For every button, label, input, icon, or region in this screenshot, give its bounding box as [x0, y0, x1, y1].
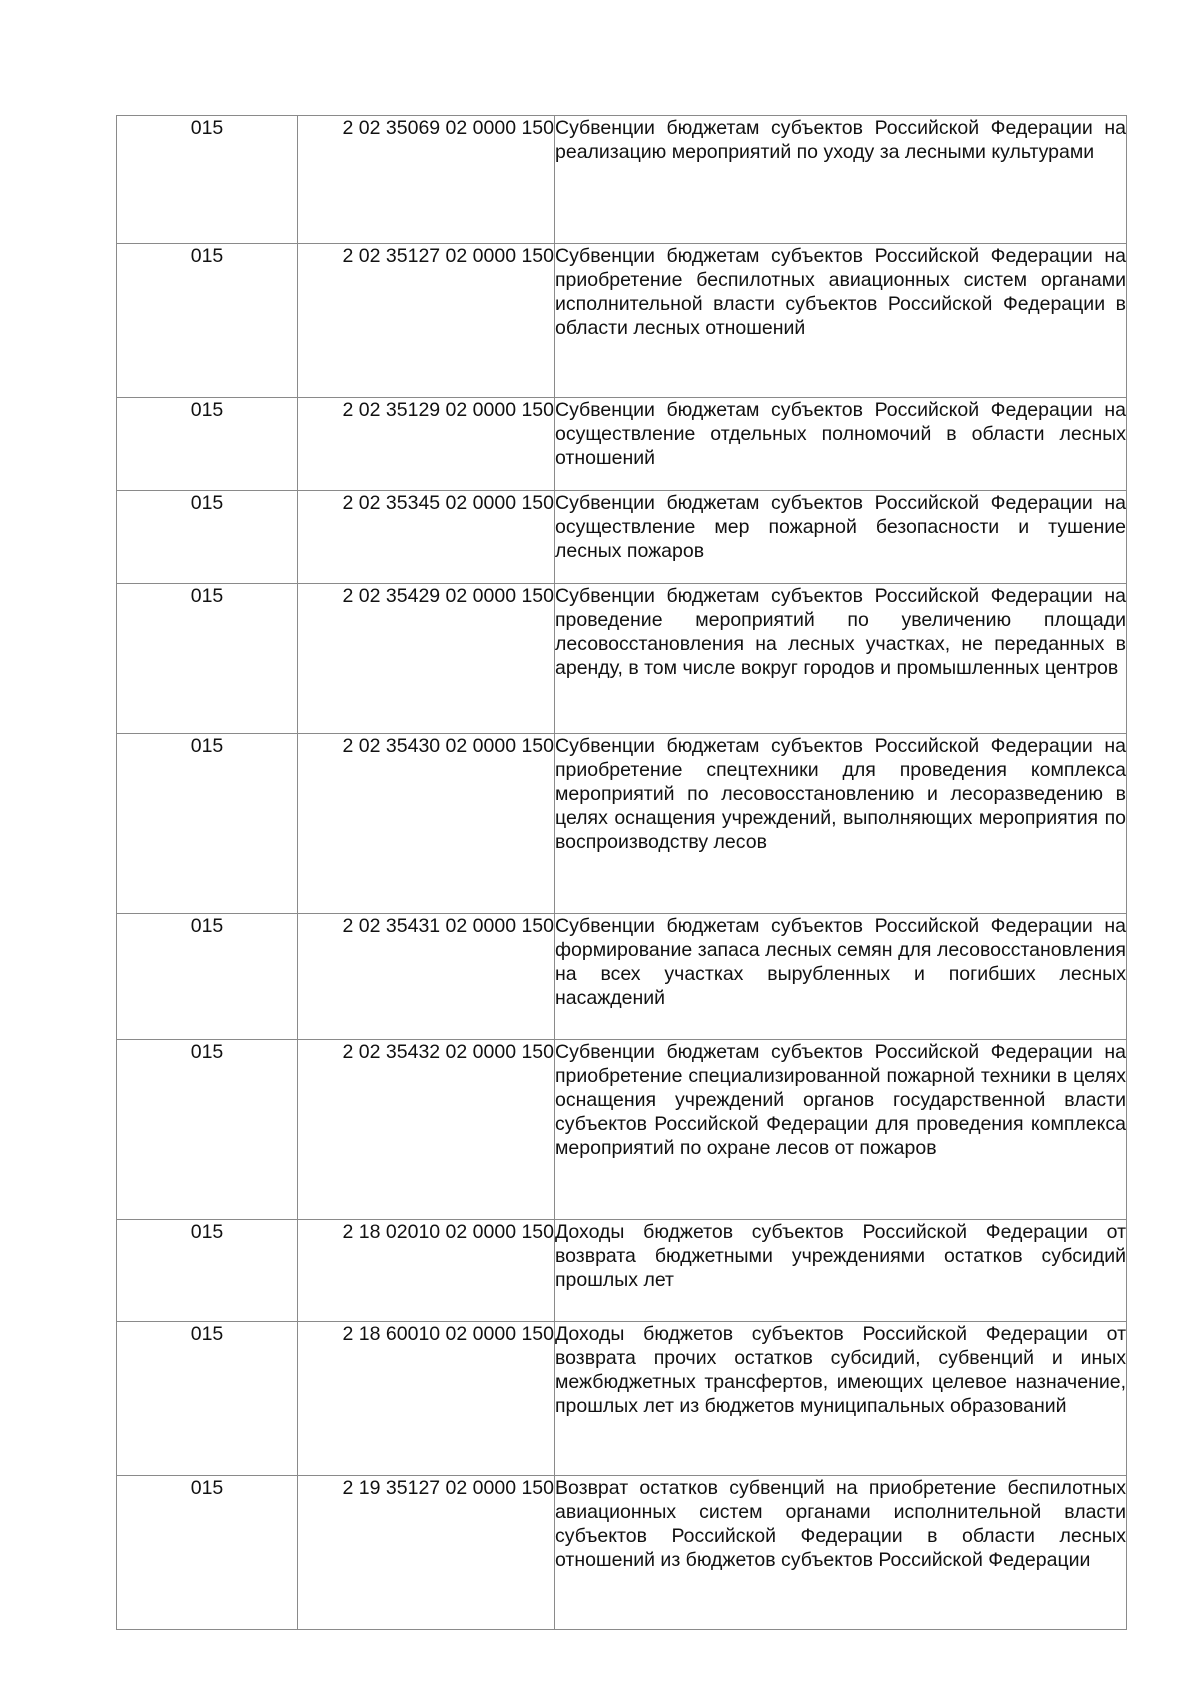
admin-code-cell: 015: [117, 1040, 298, 1220]
table-row: [117, 1322, 1127, 1476]
table-row: [117, 398, 1127, 491]
description-text: Субвенции бюджетам субъектов Российской Федерации на реализацию мероприятий по уходу за лесными культурами: [555, 117, 1126, 163]
description-cell: [555, 244, 1127, 398]
admin-code-cell: 015: [117, 491, 298, 584]
revenue-code-cell: 2 02 35127 02 0000 150: [298, 244, 555, 398]
description-text: Доходы бюджетов субъектов Российской Федерации от возврата прочих остатков субсидий, субвенций и иных межбюджетных трансфертов, имеющих целевое назначение, прошлых лет из бюджетов муниципальных образований: [555, 1323, 1126, 1417]
description-cell: [555, 914, 1127, 1040]
description-cell: [555, 584, 1127, 734]
table-row: [117, 1476, 1127, 1630]
description-cell: [555, 1040, 1127, 1220]
revenue-code-cell: 2 02 35069 02 0000 150: [298, 116, 555, 244]
admin-code-cell: 015: [117, 1220, 298, 1322]
description-text: Субвенции бюджетам субъектов Российской Федерации на приобретение специализированной пожарной техники в целях оснащения учреждений органов государственной власти субъектов Российской Федерации для проведения комплекса мероприятий по охране лесов от пожаров: [555, 1041, 1126, 1159]
table-row: [117, 734, 1127, 914]
description-cell: [555, 1476, 1127, 1630]
description-cell: [555, 1220, 1127, 1322]
table-row: [117, 491, 1127, 584]
revenue-code-cell: 2 02 35345 02 0000 150: [298, 491, 555, 584]
description-text: Доходы бюджетов субъектов Российской Федерации от возврата бюджетными учреждениями остатков субсидий прошлых лет: [555, 1221, 1126, 1291]
revenue-code-cell: 2 02 35129 02 0000 150: [298, 398, 555, 491]
revenue-code-cell: 2 19 35127 02 0000 150: [298, 1476, 555, 1630]
table-row: [117, 244, 1127, 398]
table-row: [117, 1040, 1127, 1220]
revenue-code-cell: 2 18 02010 02 0000 150: [298, 1220, 555, 1322]
admin-code-cell: 015: [117, 734, 298, 914]
description-cell: [555, 491, 1127, 584]
table-row: [117, 914, 1127, 1040]
revenue-code-cell: 2 02 35431 02 0000 150: [298, 914, 555, 1040]
table-row: [117, 584, 1127, 734]
revenue-code-cell: 2 02 35432 02 0000 150: [298, 1040, 555, 1220]
description-text: Субвенции бюджетам субъектов Российской Федерации на приобретение беспилотных авиационных систем органами исполнительной власти субъектов Российской Федерации в области лесных отношений: [555, 245, 1126, 339]
revenue-code-cell: 2 18 60010 02 0000 150: [298, 1322, 555, 1476]
admin-code-cell: 015: [117, 1322, 298, 1476]
description-cell: [555, 398, 1127, 491]
description-text: Субвенции бюджетам субъектов Российской Федерации на осуществление отдельных полномочий в области лесных отношений: [555, 399, 1126, 469]
description-text: Возврат остатков субвенций на приобретение беспилотных авиационных систем органами исполнительной власти субъектов Российской Федерации в области лесных отношений из бюджетов субъектов Российской Федерации: [555, 1477, 1126, 1571]
description-text: Субвенции бюджетам субъектов Российской Федерации на приобретение спецтехники для проведения комплекса мероприятий по лесовосстановлению и лесоразведению в целях оснащения учреждений, выполняющих мероприятия по воспроизводству лесов: [555, 735, 1126, 853]
description-text: Субвенции бюджетам субъектов Российской Федерации на проведение мероприятий по увеличению площади лесовосстановления на лесных участках, не переданных в аренду, в том числе вокруг городов и промышленных центров: [555, 585, 1126, 679]
admin-code-cell: 015: [117, 116, 298, 244]
description-text: Субвенции бюджетам субъектов Российской Федерации на формирование запаса лесных семян для лесовосстановления на всех участках вырубленных и погибших лесных насаждений: [555, 915, 1126, 1009]
description-cell: [555, 1322, 1127, 1476]
admin-code-cell: 015: [117, 1476, 298, 1630]
revenue-code-cell: 2 02 35430 02 0000 150: [298, 734, 555, 914]
description-text: Субвенции бюджетам субъектов Российской Федерации на осуществление мер пожарной безопасности и тушение лесных пожаров: [555, 492, 1126, 562]
admin-code-cell: 015: [117, 244, 298, 398]
admin-code-cell: 015: [117, 914, 298, 1040]
revenue-classification-table: [116, 115, 1127, 1630]
admin-code-cell: 015: [117, 398, 298, 491]
admin-code-cell: 015: [117, 584, 298, 734]
table-row: [117, 1220, 1127, 1322]
table-row: [117, 116, 1127, 244]
description-cell: [555, 116, 1127, 244]
description-cell: [555, 734, 1127, 914]
revenue-code-cell: 2 02 35429 02 0000 150: [298, 584, 555, 734]
